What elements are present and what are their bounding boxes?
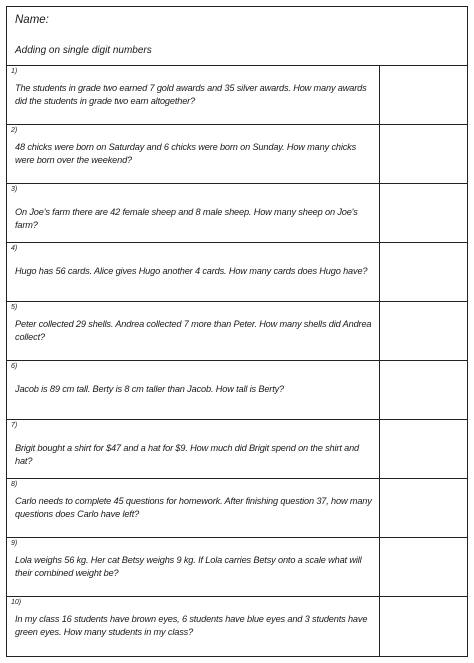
worksheet [6,6,468,657]
question-number: 8) [11,481,18,488]
question-number: 5) [11,304,18,311]
answer-box[interactable] [380,184,467,242]
question-cell [7,479,380,537]
answer-box[interactable] [380,302,467,360]
answer-box[interactable] [380,361,467,419]
question-row-3 [7,184,467,243]
question-text: Brigit bought a shirt for $47 and a hat for $9. How much did Brigit spend on the shirt and hat? [15,443,360,466]
answer-box[interactable] [380,243,467,301]
answer-box[interactable] [380,125,467,183]
question-number: 7) [11,422,18,429]
question-text: Hugo has 56 cards. Alice gives Hugo another 4 cards. How many cards does Hugo have? [15,266,368,276]
question-number: 10) [11,599,22,606]
question-row-2 [7,125,467,184]
question-number: 4) [11,245,18,252]
question-row-1 [7,66,467,125]
question-number: 6) [11,363,18,370]
worksheet-subtitle: Adding on single digit numbers [15,45,152,56]
question-cell [7,302,380,360]
question-row-9 [7,538,467,597]
question-number: 1) [11,68,18,75]
question-number: 2) [11,127,18,134]
question-text: Peter collected 29 shells. Andrea collected 7 more than Peter. How many shells did Andrea collect? [15,319,372,342]
answer-box[interactable] [380,66,467,124]
question-text: On Joe's farm there are 42 female sheep and 8 male sheep. How many sheep on Joe's farm? [15,207,358,230]
question-text: In my class 16 students have brown eyes, 6 students have blue eyes and 3 students have green eyes. How many students in my class? [15,614,368,637]
question-cell [7,420,380,478]
answer-box[interactable] [380,479,467,537]
question-row-6 [7,361,467,420]
question-text: The students in grade two earned 7 gold awards and 35 silver awards. How many awards did the students in grade two earn altogether? [15,83,367,106]
question-row-7 [7,420,467,479]
name-label: Name: [15,14,49,26]
question-number: 9) [11,540,18,547]
question-cell [7,243,380,301]
answer-box[interactable] [380,597,467,656]
question-cell [7,597,380,656]
question-cell [7,538,380,596]
question-row-4 [7,243,467,302]
answer-box[interactable] [380,538,467,596]
question-text: 48 chicks were born on Saturday and 6 chicks were born on Sunday. How many chicks were born over the weekend? [15,142,357,165]
question-row-8 [7,479,467,538]
question-cell [7,361,380,419]
question-text: Jacob is 89 cm tall. Berty is 8 cm taller than Jacob. How tall is Berty? [15,384,285,394]
question-number: 3) [11,186,18,193]
question-row-10 [7,597,467,656]
question-cell [7,66,380,124]
answer-box[interactable] [380,420,467,478]
question-cell [7,184,380,242]
question-text: Carlo needs to complete 45 questions for homework. After finishing question 37, how many questions does Carlo have left? [15,496,372,519]
question-cell [7,125,380,183]
worksheet-header [7,7,467,66]
question-text: Lola weighs 56 kg. Her cat Betsy weighs 9 kg. If Lola carries Betsy onto a scale what will their combined weight be? [15,555,362,578]
question-row-5 [7,302,467,361]
